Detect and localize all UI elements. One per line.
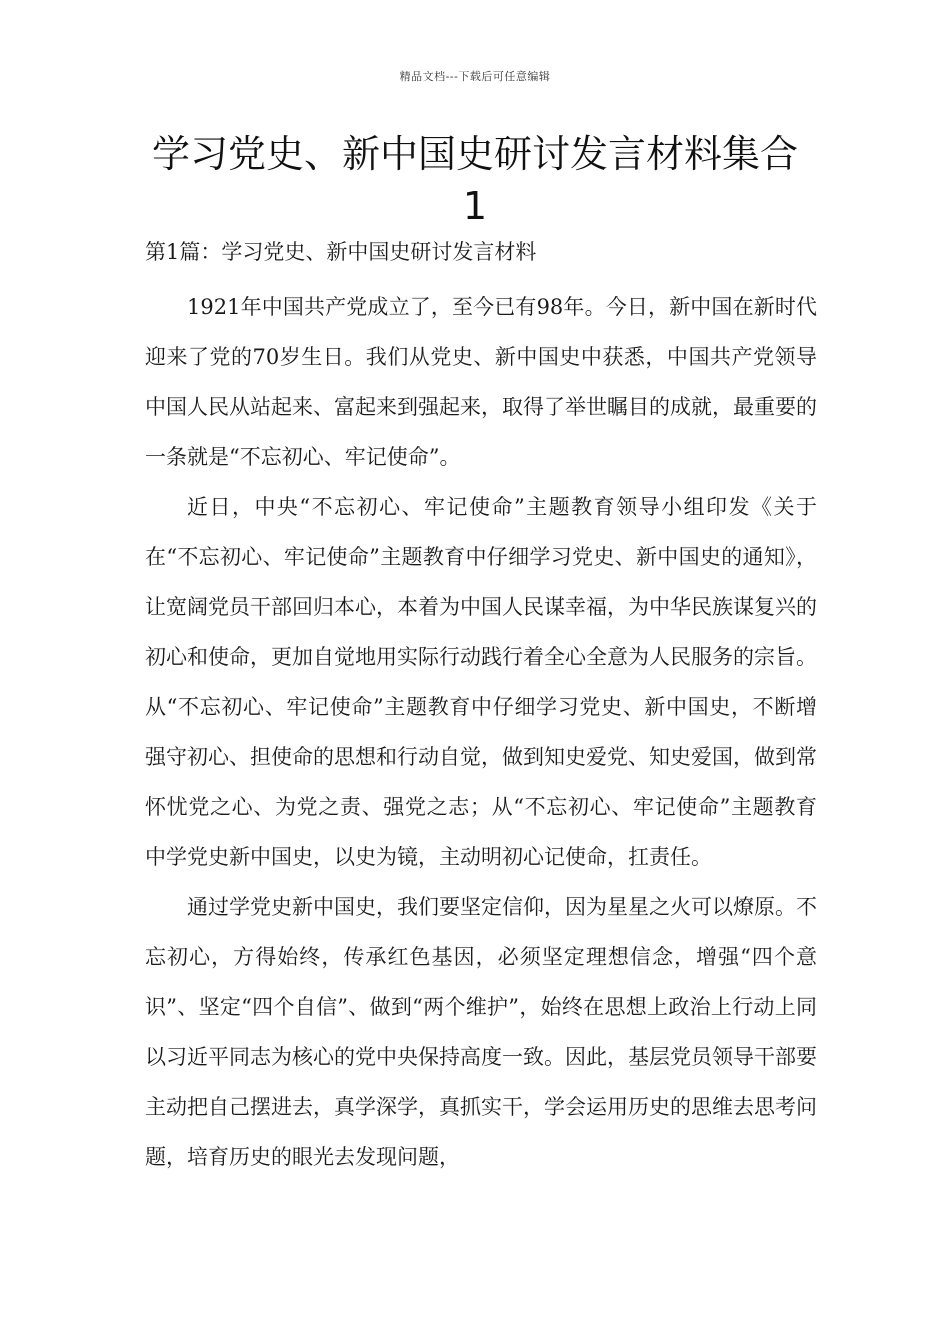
body-text	[145, 282, 817, 1182]
document-title: 学习党史、新中国史研讨发言材料集合1	[151, 132, 798, 228]
header-note: 精品文档---下载后可任意编辑	[399, 70, 551, 83]
paragraph: 通过学党史新中国史，我们要坚定信仰，因为星星之火可以燎原。不忘初心，方得始终，传承红色基因，必须坚定理想信念，增强“四个意识”、坚定“四个自信”、做到“两个维护”，始终在思想上政治上行动上同以习近平同志为核心的党中央保持高度一致。因此，基层党员领导干部要主动把自己摆进去，真学深学，真抓实干，学会运用历史的思维去思考问题，培育历史的眼光去发现问题，	[145, 895, 817, 1169]
section-heading: 第1篇：学习党史、新中国史研讨发言材料	[145, 240, 537, 264]
paragraph: 1921年中国共产党成立了，至今已有98年。今日，新中国在新时代迎来了党的70岁生日。我们从党史、新中国史中获悉，中国共产党领导中国人民从站起来、富起来到强起来，取得了举世瞩目的成就，最重要的一条就是“不忘初心、牢记使命”。	[145, 295, 817, 469]
paragraph: 近日，中央“不忘初心、牢记使命”主题教育领导小组印发《关于在“不忘初心、牢记使命”主题教育中仔细学习党史、新中国史的通知》，让宽阔党员干部回归本心，本着为中国人民谋幸福，为中华民族谋复兴的初心和使命，更加自觉地用实际行动践行着全心全意为人民服务的宗旨。从“不忘初心、牢记使命”主题教育中仔细学习党史、新中国史，不断增强守初心、担使命的思想和行动自觉，做到知史爱党、知史爱国，做到常怀忧党之心、为党之责、强党之志；从“不忘初心、牢记使命”主题教育中学党史新中国史，以史为镜，主动明初心记使命，扛责任。	[145, 495, 817, 869]
